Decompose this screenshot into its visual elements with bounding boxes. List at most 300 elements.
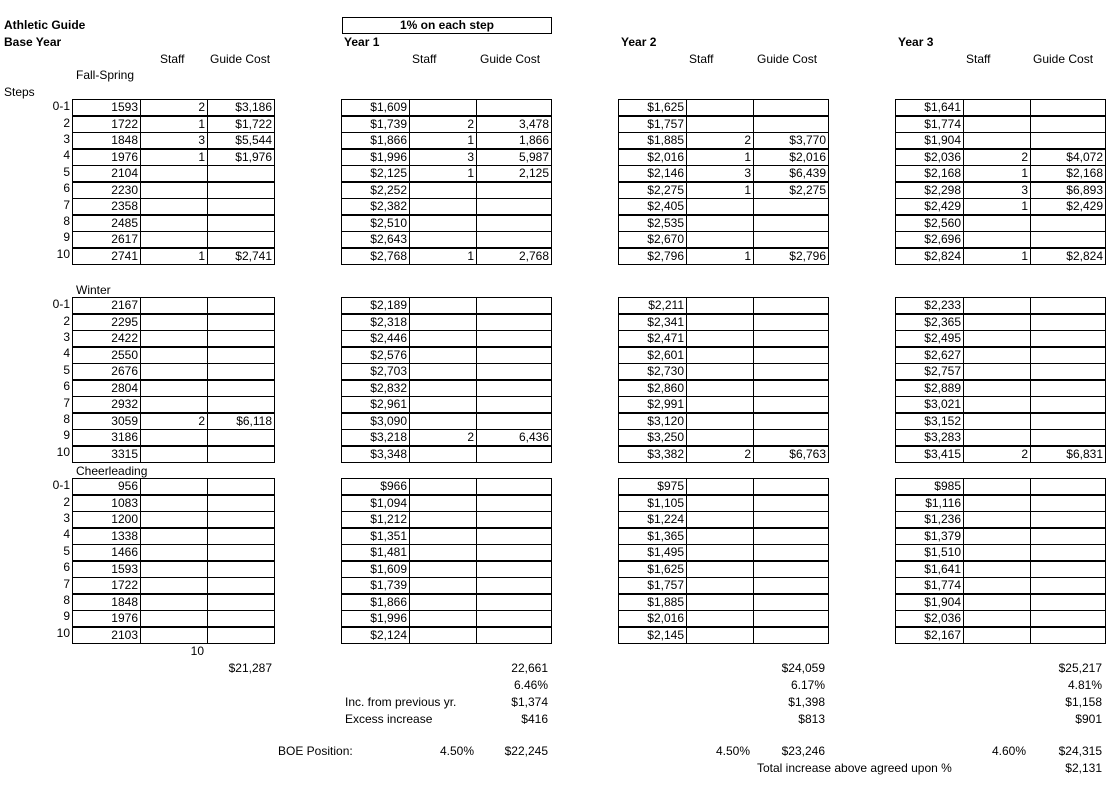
- cost-cell[interactable]: [754, 561, 829, 578]
- cost-cell[interactable]: [754, 100, 829, 117]
- rate-cell[interactable]: $1,739: [342, 116, 410, 133]
- rate-cell[interactable]: $2,211: [619, 298, 687, 315]
- rate-cell[interactable]: $2,889: [896, 380, 964, 397]
- rate-cell[interactable]: $1,609: [342, 100, 410, 117]
- cost-cell[interactable]: [208, 215, 275, 232]
- staff-cell[interactable]: [964, 100, 1031, 117]
- rate-cell[interactable]: 956: [73, 479, 141, 496]
- staff-cell[interactable]: [687, 578, 754, 595]
- rate-cell[interactable]: $3,283: [896, 430, 964, 447]
- staff-cell[interactable]: [964, 331, 1031, 348]
- staff-cell[interactable]: [410, 594, 477, 611]
- staff-cell[interactable]: 3: [410, 149, 477, 166]
- cost-cell[interactable]: [1031, 314, 1106, 331]
- staff-cell[interactable]: [687, 479, 754, 496]
- staff-cell[interactable]: [410, 298, 477, 315]
- staff-cell[interactable]: [687, 199, 754, 216]
- cost-cell[interactable]: [1031, 594, 1106, 611]
- rate-cell[interactable]: $2,643: [342, 232, 410, 249]
- rate-cell[interactable]: 2358: [73, 199, 141, 216]
- staff-cell[interactable]: [964, 397, 1031, 414]
- cost-cell[interactable]: [208, 347, 275, 364]
- rate-cell[interactable]: $2,275: [619, 182, 687, 199]
- cost-cell[interactable]: [477, 578, 552, 595]
- cost-cell[interactable]: $2,796: [754, 248, 829, 265]
- cost-cell[interactable]: [208, 380, 275, 397]
- rate-cell[interactable]: 1593: [73, 100, 141, 117]
- staff-cell[interactable]: 2: [687, 446, 754, 463]
- staff-cell[interactable]: [964, 578, 1031, 595]
- rate-cell[interactable]: $1,116: [896, 495, 964, 512]
- rate-cell[interactable]: 2550: [73, 347, 141, 364]
- rate-cell[interactable]: $2,405: [619, 199, 687, 216]
- staff-cell[interactable]: [964, 215, 1031, 232]
- rate-cell[interactable]: $2,318: [342, 314, 410, 331]
- staff-cell[interactable]: 2: [141, 100, 208, 117]
- staff-cell[interactable]: [687, 215, 754, 232]
- cost-cell[interactable]: [1031, 397, 1106, 414]
- staff-cell[interactable]: [141, 215, 208, 232]
- staff-cell[interactable]: [410, 100, 477, 117]
- rate-cell[interactable]: $1,510: [896, 545, 964, 562]
- cost-cell[interactable]: $1,722: [208, 116, 275, 133]
- staff-cell[interactable]: 2: [410, 116, 477, 133]
- cost-cell[interactable]: [208, 166, 275, 183]
- rate-cell[interactable]: 1848: [73, 594, 141, 611]
- cost-cell[interactable]: [477, 528, 552, 545]
- cost-cell[interactable]: [208, 611, 275, 628]
- staff-cell[interactable]: [141, 331, 208, 348]
- rate-cell[interactable]: $985: [896, 479, 964, 496]
- cost-cell[interactable]: [208, 232, 275, 249]
- rate-cell[interactable]: $3,021: [896, 397, 964, 414]
- cost-cell[interactable]: $3,770: [754, 133, 829, 150]
- rate-cell[interactable]: $2,832: [342, 380, 410, 397]
- staff-cell[interactable]: [410, 446, 477, 463]
- cost-cell[interactable]: [208, 627, 275, 644]
- staff-cell[interactable]: [687, 298, 754, 315]
- staff-cell[interactable]: [141, 364, 208, 381]
- rate-cell[interactable]: $1,996: [342, 149, 410, 166]
- rate-cell[interactable]: $2,576: [342, 347, 410, 364]
- staff-cell[interactable]: 1: [410, 248, 477, 265]
- rate-cell[interactable]: $1,641: [896, 561, 964, 578]
- rate-cell[interactable]: 2932: [73, 397, 141, 414]
- staff-cell[interactable]: [964, 528, 1031, 545]
- staff-cell[interactable]: [964, 512, 1031, 529]
- staff-cell[interactable]: [687, 314, 754, 331]
- staff-cell[interactable]: [964, 133, 1031, 150]
- rate-cell[interactable]: $975: [619, 479, 687, 496]
- staff-cell[interactable]: 1: [964, 248, 1031, 265]
- staff-cell[interactable]: [141, 446, 208, 463]
- rate-cell[interactable]: $966: [342, 479, 410, 496]
- cost-cell[interactable]: [208, 199, 275, 216]
- staff-cell[interactable]: [141, 578, 208, 595]
- cost-cell[interactable]: [1031, 347, 1106, 364]
- cost-cell[interactable]: [754, 545, 829, 562]
- rate-cell[interactable]: $3,382: [619, 446, 687, 463]
- rate-cell[interactable]: $2,036: [896, 611, 964, 628]
- rate-cell[interactable]: 2617: [73, 232, 141, 249]
- cost-cell[interactable]: [754, 413, 829, 430]
- rate-cell[interactable]: 1722: [73, 578, 141, 595]
- rate-cell[interactable]: $3,152: [896, 413, 964, 430]
- cost-cell[interactable]: [1031, 232, 1106, 249]
- rate-cell[interactable]: $2,601: [619, 347, 687, 364]
- staff-cell[interactable]: [410, 232, 477, 249]
- cost-cell[interactable]: [208, 446, 275, 463]
- cost-cell[interactable]: 6,436: [477, 430, 552, 447]
- staff-cell[interactable]: [687, 232, 754, 249]
- cost-cell[interactable]: $1,976: [208, 149, 275, 166]
- staff-cell[interactable]: 2: [964, 446, 1031, 463]
- staff-cell[interactable]: 1: [141, 248, 208, 265]
- cost-cell[interactable]: [754, 495, 829, 512]
- cost-cell[interactable]: [1031, 298, 1106, 315]
- staff-cell[interactable]: [964, 116, 1031, 133]
- rate-cell[interactable]: 2741: [73, 248, 141, 265]
- rate-cell[interactable]: $2,961: [342, 397, 410, 414]
- rate-cell[interactable]: 2104: [73, 166, 141, 183]
- rate-cell[interactable]: 3315: [73, 446, 141, 463]
- rate-cell[interactable]: $1,885: [619, 594, 687, 611]
- staff-cell[interactable]: [964, 232, 1031, 249]
- rate-cell[interactable]: $1,625: [619, 561, 687, 578]
- staff-cell[interactable]: 3: [687, 166, 754, 183]
- cost-cell[interactable]: $2,824: [1031, 248, 1106, 265]
- rate-cell[interactable]: $1,866: [342, 594, 410, 611]
- staff-cell[interactable]: [964, 561, 1031, 578]
- rate-cell[interactable]: $2,495: [896, 331, 964, 348]
- staff-cell[interactable]: 2: [410, 430, 477, 447]
- cost-cell[interactable]: [1031, 430, 1106, 447]
- staff-cell[interactable]: [410, 545, 477, 562]
- rate-cell[interactable]: $1,224: [619, 512, 687, 529]
- rate-cell[interactable]: $2,125: [342, 166, 410, 183]
- rate-cell[interactable]: $2,446: [342, 331, 410, 348]
- cost-cell[interactable]: [477, 314, 552, 331]
- cost-cell[interactable]: $6,893: [1031, 182, 1106, 199]
- rate-cell[interactable]: $2,670: [619, 232, 687, 249]
- staff-cell[interactable]: [687, 545, 754, 562]
- rate-cell[interactable]: 1466: [73, 545, 141, 562]
- rate-cell[interactable]: $3,218: [342, 430, 410, 447]
- cost-cell[interactable]: [1031, 545, 1106, 562]
- cost-cell[interactable]: [477, 331, 552, 348]
- staff-cell[interactable]: [141, 479, 208, 496]
- cost-cell[interactable]: [477, 413, 552, 430]
- rate-cell[interactable]: $2,189: [342, 298, 410, 315]
- rate-cell[interactable]: $2,991: [619, 397, 687, 414]
- cost-cell[interactable]: [754, 116, 829, 133]
- rate-cell[interactable]: $1,495: [619, 545, 687, 562]
- rate-cell[interactable]: $2,535: [619, 215, 687, 232]
- cost-cell[interactable]: $6,763: [754, 446, 829, 463]
- rate-cell[interactable]: $1,365: [619, 528, 687, 545]
- cost-cell[interactable]: [208, 512, 275, 529]
- staff-cell[interactable]: 3: [141, 133, 208, 150]
- staff-cell[interactable]: [410, 380, 477, 397]
- rate-cell[interactable]: 2422: [73, 331, 141, 348]
- staff-cell[interactable]: 2: [687, 133, 754, 150]
- cost-cell[interactable]: [477, 215, 552, 232]
- rate-cell[interactable]: $1,379: [896, 528, 964, 545]
- cost-cell[interactable]: [1031, 578, 1106, 595]
- rate-cell[interactable]: $3,348: [342, 446, 410, 463]
- rate-cell[interactable]: $1,609: [342, 561, 410, 578]
- staff-cell[interactable]: [687, 512, 754, 529]
- cost-cell[interactable]: 2,768: [477, 248, 552, 265]
- staff-cell[interactable]: [410, 561, 477, 578]
- staff-cell[interactable]: [141, 545, 208, 562]
- rate-cell[interactable]: $2,124: [342, 627, 410, 644]
- cost-cell[interactable]: [477, 182, 552, 199]
- staff-cell[interactable]: [687, 495, 754, 512]
- rate-cell[interactable]: $2,560: [896, 215, 964, 232]
- cost-cell[interactable]: [208, 545, 275, 562]
- rate-cell[interactable]: $2,730: [619, 364, 687, 381]
- staff-cell[interactable]: [964, 430, 1031, 447]
- cost-cell[interactable]: [208, 331, 275, 348]
- rate-cell[interactable]: 2295: [73, 314, 141, 331]
- rate-cell[interactable]: $1,739: [342, 578, 410, 595]
- staff-cell[interactable]: [687, 413, 754, 430]
- staff-cell[interactable]: 2: [141, 413, 208, 430]
- cost-cell[interactable]: [1031, 627, 1106, 644]
- cost-cell[interactable]: 5,987: [477, 149, 552, 166]
- rate-cell[interactable]: $3,120: [619, 413, 687, 430]
- staff-cell[interactable]: [141, 298, 208, 315]
- staff-cell[interactable]: [964, 347, 1031, 364]
- cost-cell[interactable]: [1031, 133, 1106, 150]
- rate-cell[interactable]: $2,145: [619, 627, 687, 644]
- rate-cell[interactable]: $3,415: [896, 446, 964, 463]
- rate-cell[interactable]: $2,429: [896, 199, 964, 216]
- cost-cell[interactable]: [1031, 364, 1106, 381]
- staff-cell[interactable]: 1: [687, 182, 754, 199]
- staff-cell[interactable]: [964, 298, 1031, 315]
- staff-cell[interactable]: [410, 627, 477, 644]
- cost-cell[interactable]: [208, 314, 275, 331]
- rate-cell[interactable]: 2167: [73, 298, 141, 315]
- rate-cell[interactable]: $2,298: [896, 182, 964, 199]
- cost-cell[interactable]: $3,186: [208, 100, 275, 117]
- cost-cell[interactable]: [1031, 116, 1106, 133]
- staff-cell[interactable]: [964, 364, 1031, 381]
- staff-cell[interactable]: [964, 479, 1031, 496]
- staff-cell[interactable]: 1: [410, 133, 477, 150]
- rate-cell[interactable]: $1,094: [342, 495, 410, 512]
- staff-cell[interactable]: 2: [964, 149, 1031, 166]
- cost-cell[interactable]: [754, 314, 829, 331]
- cost-cell[interactable]: [208, 528, 275, 545]
- staff-cell[interactable]: [141, 495, 208, 512]
- rate-cell[interactable]: 2103: [73, 627, 141, 644]
- rate-cell[interactable]: $2,860: [619, 380, 687, 397]
- staff-cell[interactable]: [410, 495, 477, 512]
- cost-cell[interactable]: [477, 479, 552, 496]
- cost-cell[interactable]: $6,439: [754, 166, 829, 183]
- cost-cell[interactable]: [754, 611, 829, 628]
- staff-cell[interactable]: [141, 314, 208, 331]
- cost-cell[interactable]: [477, 347, 552, 364]
- cost-cell[interactable]: [477, 232, 552, 249]
- rate-cell[interactable]: $3,250: [619, 430, 687, 447]
- rate-cell[interactable]: 1200: [73, 512, 141, 529]
- rate-cell[interactable]: $2,696: [896, 232, 964, 249]
- staff-cell[interactable]: [141, 561, 208, 578]
- cost-cell[interactable]: [477, 495, 552, 512]
- rate-cell[interactable]: $2,036: [896, 149, 964, 166]
- staff-cell[interactable]: [964, 594, 1031, 611]
- staff-cell[interactable]: [410, 528, 477, 545]
- rate-cell[interactable]: $1,105: [619, 495, 687, 512]
- rate-cell[interactable]: 3186: [73, 430, 141, 447]
- rate-cell[interactable]: $1,757: [619, 578, 687, 595]
- staff-cell[interactable]: [687, 364, 754, 381]
- staff-cell[interactable]: [687, 528, 754, 545]
- rate-cell[interactable]: $3,090: [342, 413, 410, 430]
- cost-cell[interactable]: [208, 182, 275, 199]
- cost-cell[interactable]: [754, 199, 829, 216]
- rate-cell[interactable]: $2,146: [619, 166, 687, 183]
- staff-cell[interactable]: [964, 545, 1031, 562]
- rate-cell[interactable]: 1976: [73, 149, 141, 166]
- rate-cell[interactable]: $2,703: [342, 364, 410, 381]
- rate-cell[interactable]: $1,996: [342, 611, 410, 628]
- staff-cell[interactable]: [410, 314, 477, 331]
- rate-cell[interactable]: $2,627: [896, 347, 964, 364]
- rate-cell[interactable]: $2,016: [619, 611, 687, 628]
- rate-cell[interactable]: $2,365: [896, 314, 964, 331]
- staff-cell[interactable]: [141, 166, 208, 183]
- cost-cell[interactable]: [754, 479, 829, 496]
- staff-cell[interactable]: [141, 594, 208, 611]
- cost-cell[interactable]: $2,275: [754, 182, 829, 199]
- cost-cell[interactable]: [754, 347, 829, 364]
- staff-cell[interactable]: 1: [141, 149, 208, 166]
- cost-cell[interactable]: $6,118: [208, 413, 275, 430]
- cost-cell[interactable]: [1031, 100, 1106, 117]
- staff-cell[interactable]: [687, 627, 754, 644]
- cost-cell[interactable]: [477, 611, 552, 628]
- staff-cell[interactable]: [410, 331, 477, 348]
- cost-cell[interactable]: [208, 495, 275, 512]
- staff-cell[interactable]: 1: [964, 166, 1031, 183]
- rate-cell[interactable]: 2230: [73, 182, 141, 199]
- cost-cell[interactable]: [208, 298, 275, 315]
- staff-cell[interactable]: [964, 314, 1031, 331]
- cost-cell[interactable]: 1,866: [477, 133, 552, 150]
- cost-cell[interactable]: $2,168: [1031, 166, 1106, 183]
- rate-cell[interactable]: $1,236: [896, 512, 964, 529]
- rate-cell[interactable]: 2676: [73, 364, 141, 381]
- staff-cell[interactable]: [410, 578, 477, 595]
- cost-cell[interactable]: [1031, 380, 1106, 397]
- staff-cell[interactable]: 1: [687, 248, 754, 265]
- rate-cell[interactable]: $2,471: [619, 331, 687, 348]
- cost-cell[interactable]: [1031, 561, 1106, 578]
- rate-cell[interactable]: $2,016: [619, 149, 687, 166]
- staff-cell[interactable]: [141, 627, 208, 644]
- rate-cell[interactable]: $1,774: [896, 578, 964, 595]
- cost-cell[interactable]: [1031, 479, 1106, 496]
- staff-cell[interactable]: 1: [410, 166, 477, 183]
- cost-cell[interactable]: $6,831: [1031, 446, 1106, 463]
- cost-cell[interactable]: [477, 446, 552, 463]
- staff-cell[interactable]: [687, 397, 754, 414]
- staff-cell[interactable]: [410, 611, 477, 628]
- rate-cell[interactable]: 2485: [73, 215, 141, 232]
- cost-cell[interactable]: $5,544: [208, 133, 275, 150]
- rate-cell[interactable]: 1338: [73, 528, 141, 545]
- rate-cell[interactable]: $2,167: [896, 627, 964, 644]
- staff-cell[interactable]: [141, 430, 208, 447]
- cost-cell[interactable]: [477, 380, 552, 397]
- rate-cell[interactable]: $1,904: [896, 133, 964, 150]
- cost-cell[interactable]: 3,478: [477, 116, 552, 133]
- staff-cell[interactable]: [410, 397, 477, 414]
- rate-cell[interactable]: $2,252: [342, 182, 410, 199]
- cost-cell[interactable]: [208, 364, 275, 381]
- rate-cell[interactable]: $1,625: [619, 100, 687, 117]
- cost-cell[interactable]: [477, 545, 552, 562]
- cost-cell[interactable]: [477, 561, 552, 578]
- staff-cell[interactable]: [141, 380, 208, 397]
- staff-cell[interactable]: [687, 116, 754, 133]
- rate-cell[interactable]: 1848: [73, 133, 141, 150]
- staff-cell[interactable]: 1: [141, 116, 208, 133]
- cost-cell[interactable]: [477, 298, 552, 315]
- cost-cell[interactable]: [754, 298, 829, 315]
- rate-cell[interactable]: $2,382: [342, 199, 410, 216]
- staff-cell[interactable]: [141, 611, 208, 628]
- staff-cell[interactable]: [141, 347, 208, 364]
- rate-cell[interactable]: $1,885: [619, 133, 687, 150]
- rate-cell[interactable]: 3059: [73, 413, 141, 430]
- rate-cell[interactable]: $1,351: [342, 528, 410, 545]
- cost-cell[interactable]: [477, 512, 552, 529]
- staff-cell[interactable]: [410, 413, 477, 430]
- rate-cell[interactable]: $2,510: [342, 215, 410, 232]
- staff-cell[interactable]: [964, 627, 1031, 644]
- rate-cell[interactable]: 2804: [73, 380, 141, 397]
- staff-cell[interactable]: 1: [964, 199, 1031, 216]
- rate-cell[interactable]: $2,768: [342, 248, 410, 265]
- cost-cell[interactable]: [754, 397, 829, 414]
- staff-cell[interactable]: [687, 347, 754, 364]
- cost-cell[interactable]: [1031, 331, 1106, 348]
- cost-cell[interactable]: $4,072: [1031, 149, 1106, 166]
- staff-cell[interactable]: [141, 512, 208, 529]
- cost-cell[interactable]: [477, 100, 552, 117]
- staff-cell[interactable]: 3: [964, 182, 1031, 199]
- rate-cell[interactable]: $2,757: [896, 364, 964, 381]
- cost-cell[interactable]: [1031, 413, 1106, 430]
- cost-cell[interactable]: [1031, 215, 1106, 232]
- cost-cell[interactable]: [754, 627, 829, 644]
- cost-cell[interactable]: [754, 512, 829, 529]
- rate-cell[interactable]: $2,796: [619, 248, 687, 265]
- staff-cell[interactable]: [410, 215, 477, 232]
- rate-cell[interactable]: $1,212: [342, 512, 410, 529]
- cost-cell[interactable]: [754, 232, 829, 249]
- cost-cell[interactable]: [208, 594, 275, 611]
- rate-cell[interactable]: $1,774: [896, 116, 964, 133]
- cost-cell[interactable]: [477, 199, 552, 216]
- rate-cell[interactable]: 1976: [73, 611, 141, 628]
